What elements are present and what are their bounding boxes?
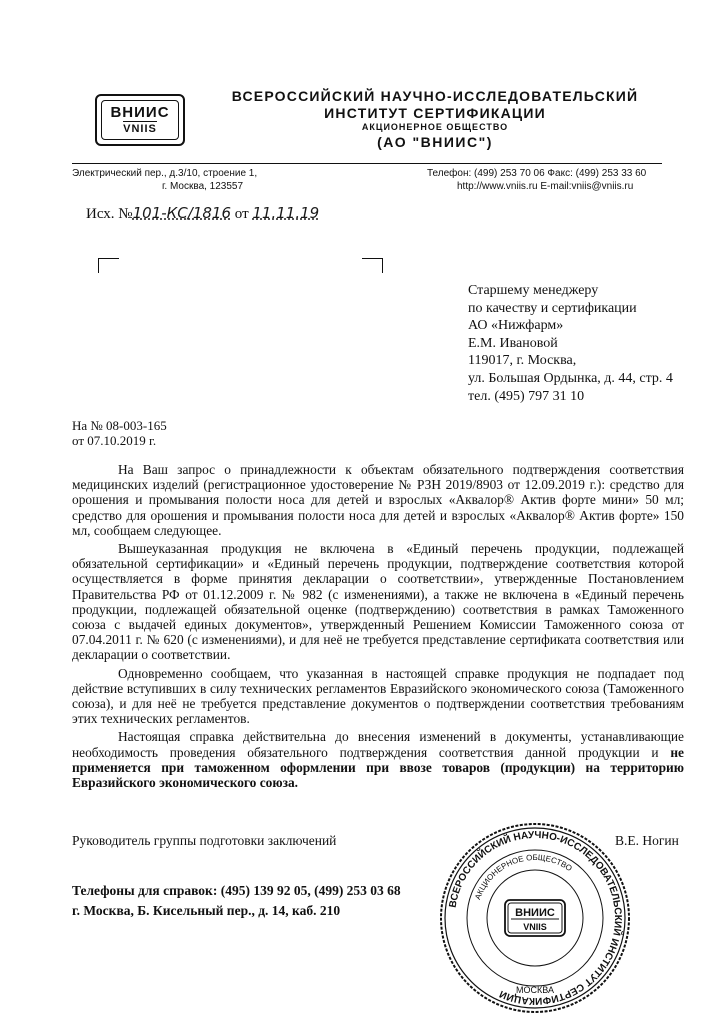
org-name-block <box>215 88 655 151</box>
address-line2: г. Москва, 123557 <box>162 181 244 192</box>
address-line1: Электрический пер., д.3/10, строение 1, <box>72 168 258 179</box>
addressee-line: ул. Большая Ордынка, д. 44, стр. 4 <box>468 370 673 386</box>
addressee-line: АО «Нижфарм» <box>468 318 564 334</box>
address-corner-right <box>362 258 383 273</box>
web-email: http://www.vniis.ru E-mail:vniis@vniis.ru <box>457 181 634 192</box>
body-paragraph: На Ваш запрос о принадлежности к объектам обязательного подтверждения соответствия медицинских изделий (регистрационное удостоверение № РЗН 2019/8903 от 12.09.2019 г.): средство для орошения и промывания полости носа для детей и взрослых «Аквалор® Актив форте мини» 50 мл; средство для орошения и промывания полости носа для детей и взрослых «Аквалор® Актив форте» 150 мл, сообщаем следующее. <box>72 462 684 538</box>
signer-title: Руководитель группы подготовки заключений <box>72 833 337 848</box>
body-paragraph: Одновременно сообщаем, что указанная в настоящей справке продукция не подпадает под действие вступивших в силу технических регламентов Евразийского экономического союза (Таможенного союза), и для неё не требуется представление документов о подтверждении соответствия требованиям этих технических регламентов. <box>72 665 684 727</box>
org-type: АКЦИОНЕРНОЕ ОБЩЕСТВО <box>361 122 509 132</box>
outgoing-number <box>86 204 319 223</box>
letter-body <box>72 462 684 793</box>
header-divider <box>72 163 662 164</box>
addressee-line: по качеству и сертификации <box>468 300 637 316</box>
stamp-inner-text: АКЦИОНЕРНОЕ ОБЩЕСТВО <box>473 852 574 901</box>
addressee-block <box>468 282 673 405</box>
outgoing-prefix: Исх. № <box>86 206 133 222</box>
phone-fax: Телефон: (499) 253 70 06 Факс: (499) 253 33 60 <box>427 168 647 179</box>
reference-number: На № 08-003-165 <box>72 418 167 433</box>
addressee-line: Е.М. Ивановой <box>468 335 558 351</box>
addressee-line: Старшему менеджеру <box>468 283 599 298</box>
stamp-ring-text: ВСЕРОССИЙСКИЙ НАУЧНО-ИССЛЕДОВАТЕЛЬСКИЙ ИНСТИТУТ СЕРТИФИКАЦИИ <box>447 829 624 1007</box>
outgoing-date: 11.11.19 <box>252 204 320 222</box>
addressee-line: тел. (495) 797 31 10 <box>468 388 585 404</box>
stamp-city: МОСКВА <box>516 985 554 995</box>
footer-address: г. Москва, Б. Кисельный пер., д. 14, каб. 210 <box>72 903 341 918</box>
org-logo <box>95 94 185 146</box>
org-name-line1: ВСЕРОССИЙСКИЙ НАУЧНО-ИССЛЕДОВАТЕЛЬСКИЙ <box>231 88 639 104</box>
address-corner-left <box>98 258 119 273</box>
stamp-logo-ru: ВНИИС <box>515 907 555 919</box>
org-name-line2: ИНСТИТУТ СЕРТИФИКАЦИИ <box>324 105 546 121</box>
stamp-logo-en: VNIIS <box>523 922 547 932</box>
org-contacts <box>427 167 646 193</box>
outgoing-from: от <box>234 206 249 222</box>
org-short-name: (АО "ВНИИС") <box>377 134 493 150</box>
reference-date: от 07.10.2019 г. <box>72 433 157 448</box>
outgoing-number-value: 101-КС/1816 <box>132 204 232 222</box>
org-address <box>72 167 257 193</box>
logo-text-en: VNIIS <box>123 123 157 135</box>
official-stamp <box>435 818 635 1018</box>
contact-footer <box>72 881 401 921</box>
reference-block <box>72 418 167 448</box>
body-paragraph-bold: не применяется при таможенном оформлении при ввозе товаров (продукции) на территорию Евразийского экономического союза. <box>72 744 684 791</box>
footer-phones: Телефоны для справок: (495) 139 92 05, (499) 253 03 68 <box>72 883 401 898</box>
logo-text-ru: ВНИИС <box>110 104 170 121</box>
addressee-line: 119017, г. Москва, <box>468 353 577 369</box>
body-paragraph: Вышеуказанная продукция не включена в «Единый перечень продукции, подлежащей обязательной сертификации» и «Единый перечень продукции, подтверждение соответствия которой осуществляется в форме принятия декларации о соответствии», утвержденные Постановлением Правительства РФ от 01.12.2009 г. № 982 (с изменениями), а также не включена в «Единый перечень продукции, подлежащей обязательной оценке (подтверждению) соответствия в рамках Таможенного союза с выдачей единых документов», утвержденный Решением Комиссии Таможенного союза от 07.04.2011 г. № 620 (с изменениями), и для неё не требуется представление сертификата соответствия или декларации о соответствии. <box>72 541 684 663</box>
body-paragraph-text: Настоящая справка действительна до внесения изменений в документы, устанавливающие необходимость проведения обязательного подтверждения соответствия данной продукции и <box>72 729 684 760</box>
body-paragraph <box>72 729 684 790</box>
signer-name: В.Е. Ногин <box>615 833 679 848</box>
